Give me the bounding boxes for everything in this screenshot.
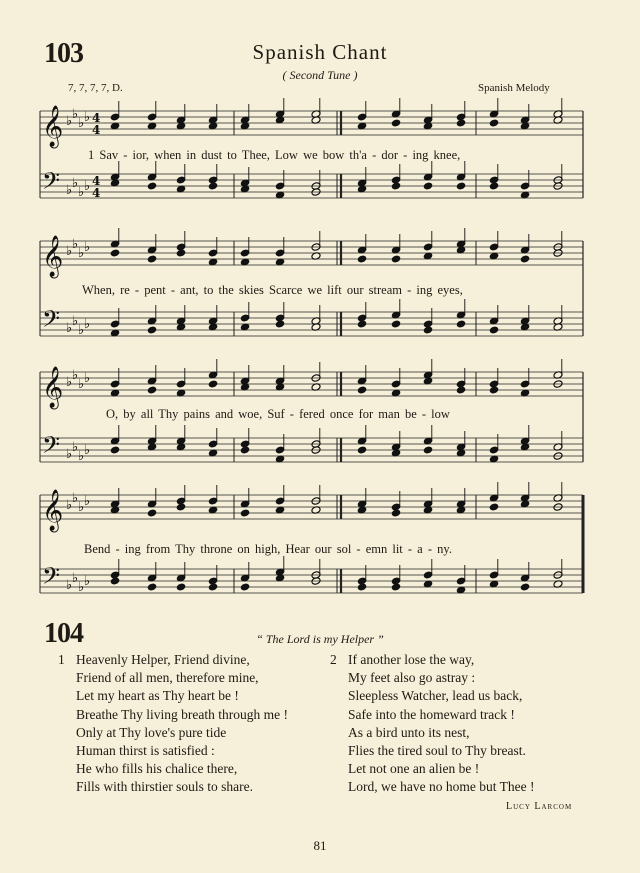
quarter-note xyxy=(489,386,499,395)
flat-sign: ♭ xyxy=(66,375,73,390)
flat-sign: ♭ xyxy=(78,580,85,595)
verse-1-line: Friend of all men, therefore mine, xyxy=(76,670,259,686)
lyric-line-4: Bend - ing from Thy throne on high, Hear our sol - emn lit - a - ny. xyxy=(84,542,452,556)
hymn-subtitle: ( Second Tune ) xyxy=(282,68,358,82)
quarter-note xyxy=(208,182,218,191)
hymn-title: Spanish Chant xyxy=(252,40,388,64)
quarter-note xyxy=(357,255,367,264)
verse-1-line: Let my heart as Thy heart be ! xyxy=(76,688,239,704)
quarter-note xyxy=(423,182,433,191)
lyric-line-2: When, re - pent - ant, to the skies Scarce we lift our stream - ing eyes, xyxy=(82,283,463,297)
verse-1-line: He who fills his chalice there, xyxy=(76,761,238,777)
quarter-note xyxy=(391,320,401,329)
hymn-number-103: 103 xyxy=(44,38,83,69)
flat-sign: ♭ xyxy=(66,244,73,259)
treble-clef: 𝄞 xyxy=(42,106,64,147)
quarter-note xyxy=(456,320,466,329)
quarter-note xyxy=(176,503,186,512)
quarter-note xyxy=(240,446,250,455)
flat-sign: ♭ xyxy=(84,574,91,589)
lyric-line-1: 1 Sav - ior, when in dust to Thee, Low we bow th'a - dor - ing knee, xyxy=(88,148,461,162)
time-signature: 4 xyxy=(92,123,101,137)
quarter-note xyxy=(456,386,466,395)
flat-sign: ♭ xyxy=(72,368,79,383)
flat-sign: ♭ xyxy=(66,498,73,513)
flat-sign: ♭ xyxy=(66,114,73,129)
bass-clef: 𝄢 xyxy=(42,431,61,464)
quarter-note xyxy=(147,182,157,191)
quarter-note xyxy=(147,583,157,592)
quarter-note xyxy=(357,446,367,455)
time-signature: 4 xyxy=(92,111,101,125)
verse-1-line: Breathe Thy living breath through me ! xyxy=(76,706,288,722)
lyric-line-3: O, by all Thy pains and woe, Suf - fered once for man be - low xyxy=(106,407,450,421)
verse-1-number: 1 xyxy=(58,652,65,667)
quarter-note xyxy=(110,249,120,258)
quarter-note xyxy=(391,119,401,128)
quarter-note xyxy=(489,119,499,128)
verse-2-number: 2 xyxy=(330,652,337,667)
verse-1-line: 1 Heavenly Helper, Friend divine, xyxy=(58,651,288,669)
verse-2-line: Safe into the homeward track ! xyxy=(348,706,515,722)
flat-sign: ♭ xyxy=(72,571,79,586)
quarter-note xyxy=(147,386,157,395)
quarter-note xyxy=(391,182,401,191)
verse-1 xyxy=(58,651,288,797)
bass-clef: 𝄢 xyxy=(42,167,61,200)
quarter-note xyxy=(456,182,466,191)
flat-sign: ♭ xyxy=(78,377,85,392)
flat-sign: ♭ xyxy=(78,185,85,200)
quarter-note xyxy=(391,509,401,518)
quarter-note xyxy=(147,326,157,335)
quarter-note xyxy=(357,386,367,395)
quarter-note xyxy=(240,509,250,518)
verse-1-line: Fills with thirstier souls to share. xyxy=(76,779,253,795)
flat-sign: ♭ xyxy=(78,500,85,515)
quarter-note xyxy=(275,320,285,329)
treble-clef: 𝄞 xyxy=(42,490,64,531)
flat-sign: ♭ xyxy=(72,440,79,455)
verse-2-line: Flies the tired soul to Thy breast. xyxy=(348,743,526,759)
treble-clef: 𝄞 xyxy=(42,367,64,408)
flat-sign: ♭ xyxy=(78,449,85,464)
verse-2-line: As a bird unto its nest, xyxy=(348,724,470,740)
verse-2-line: Lord, we have no home but Thee ! xyxy=(348,779,535,795)
flat-sign: ♭ xyxy=(66,578,73,593)
flat-sign: ♭ xyxy=(84,317,91,332)
verse-2-line: 2 If another lose the way, xyxy=(330,651,534,669)
bass-clef: 𝄢 xyxy=(42,562,61,595)
hymn-number-104: 104 xyxy=(44,618,83,649)
flat-sign: ♭ xyxy=(84,240,91,255)
flat-sign: ♭ xyxy=(78,116,85,131)
treble-clef: 𝄞 xyxy=(42,236,64,277)
quarter-note xyxy=(208,380,218,389)
flat-sign: ♭ xyxy=(66,447,73,462)
composer: Spanish Melody xyxy=(478,82,550,94)
time-signature: 4 xyxy=(92,174,101,188)
quarter-note xyxy=(208,583,218,592)
quarter-note xyxy=(176,249,186,258)
quarter-note xyxy=(456,119,466,128)
flat-sign: ♭ xyxy=(84,443,91,458)
quarter-note xyxy=(147,255,157,264)
flat-sign: ♭ xyxy=(78,323,85,338)
quarter-note xyxy=(423,326,433,335)
page-number: 81 xyxy=(313,838,327,853)
quarter-note xyxy=(240,583,250,592)
flat-sign: ♭ xyxy=(72,176,79,191)
quarter-note xyxy=(489,182,499,191)
meter: 7, 7, 7, 7, D. xyxy=(68,82,123,94)
flat-sign: ♭ xyxy=(84,110,91,125)
flat-sign: ♭ xyxy=(66,321,73,336)
quarter-note xyxy=(176,583,186,592)
flat-sign: ♭ xyxy=(72,107,79,122)
quarter-note xyxy=(520,255,530,264)
flat-sign: ♭ xyxy=(72,491,79,506)
verse-1-line: Human thirst is satisfied : xyxy=(76,743,215,759)
author: Lucy Larcom xyxy=(506,801,573,812)
quarter-note xyxy=(489,503,499,512)
flat-sign: ♭ xyxy=(84,494,91,509)
poem-title: “ The Lord is my Helper ” xyxy=(256,632,384,646)
quarter-note xyxy=(147,509,157,518)
flat-sign: ♭ xyxy=(84,371,91,386)
quarter-note xyxy=(357,320,367,329)
quarter-note xyxy=(110,446,120,455)
quarter-note xyxy=(520,583,530,592)
verse-2 xyxy=(330,651,534,797)
verse-2-line: My feet also go astray : xyxy=(348,670,476,686)
flat-sign: ♭ xyxy=(84,179,91,194)
quarter-note xyxy=(110,577,120,586)
flat-sign: ♭ xyxy=(78,246,85,261)
verse-2-line: Sleepless Watcher, lead us back, xyxy=(348,688,523,704)
quarter-note xyxy=(391,255,401,264)
time-signature: 4 xyxy=(92,186,101,200)
flat-sign: ♭ xyxy=(66,183,73,198)
quarter-note xyxy=(423,446,433,455)
verse-2-line: Let not one an alien be ! xyxy=(348,761,480,777)
bass-clef: 𝄢 xyxy=(42,305,61,338)
quarter-note xyxy=(489,326,499,335)
verse-1-line: Only at Thy love's pure tide xyxy=(76,724,227,740)
flat-sign: ♭ xyxy=(72,314,79,329)
quarter-note xyxy=(391,583,401,592)
flat-sign: ♭ xyxy=(72,237,79,252)
quarter-note xyxy=(357,583,367,592)
